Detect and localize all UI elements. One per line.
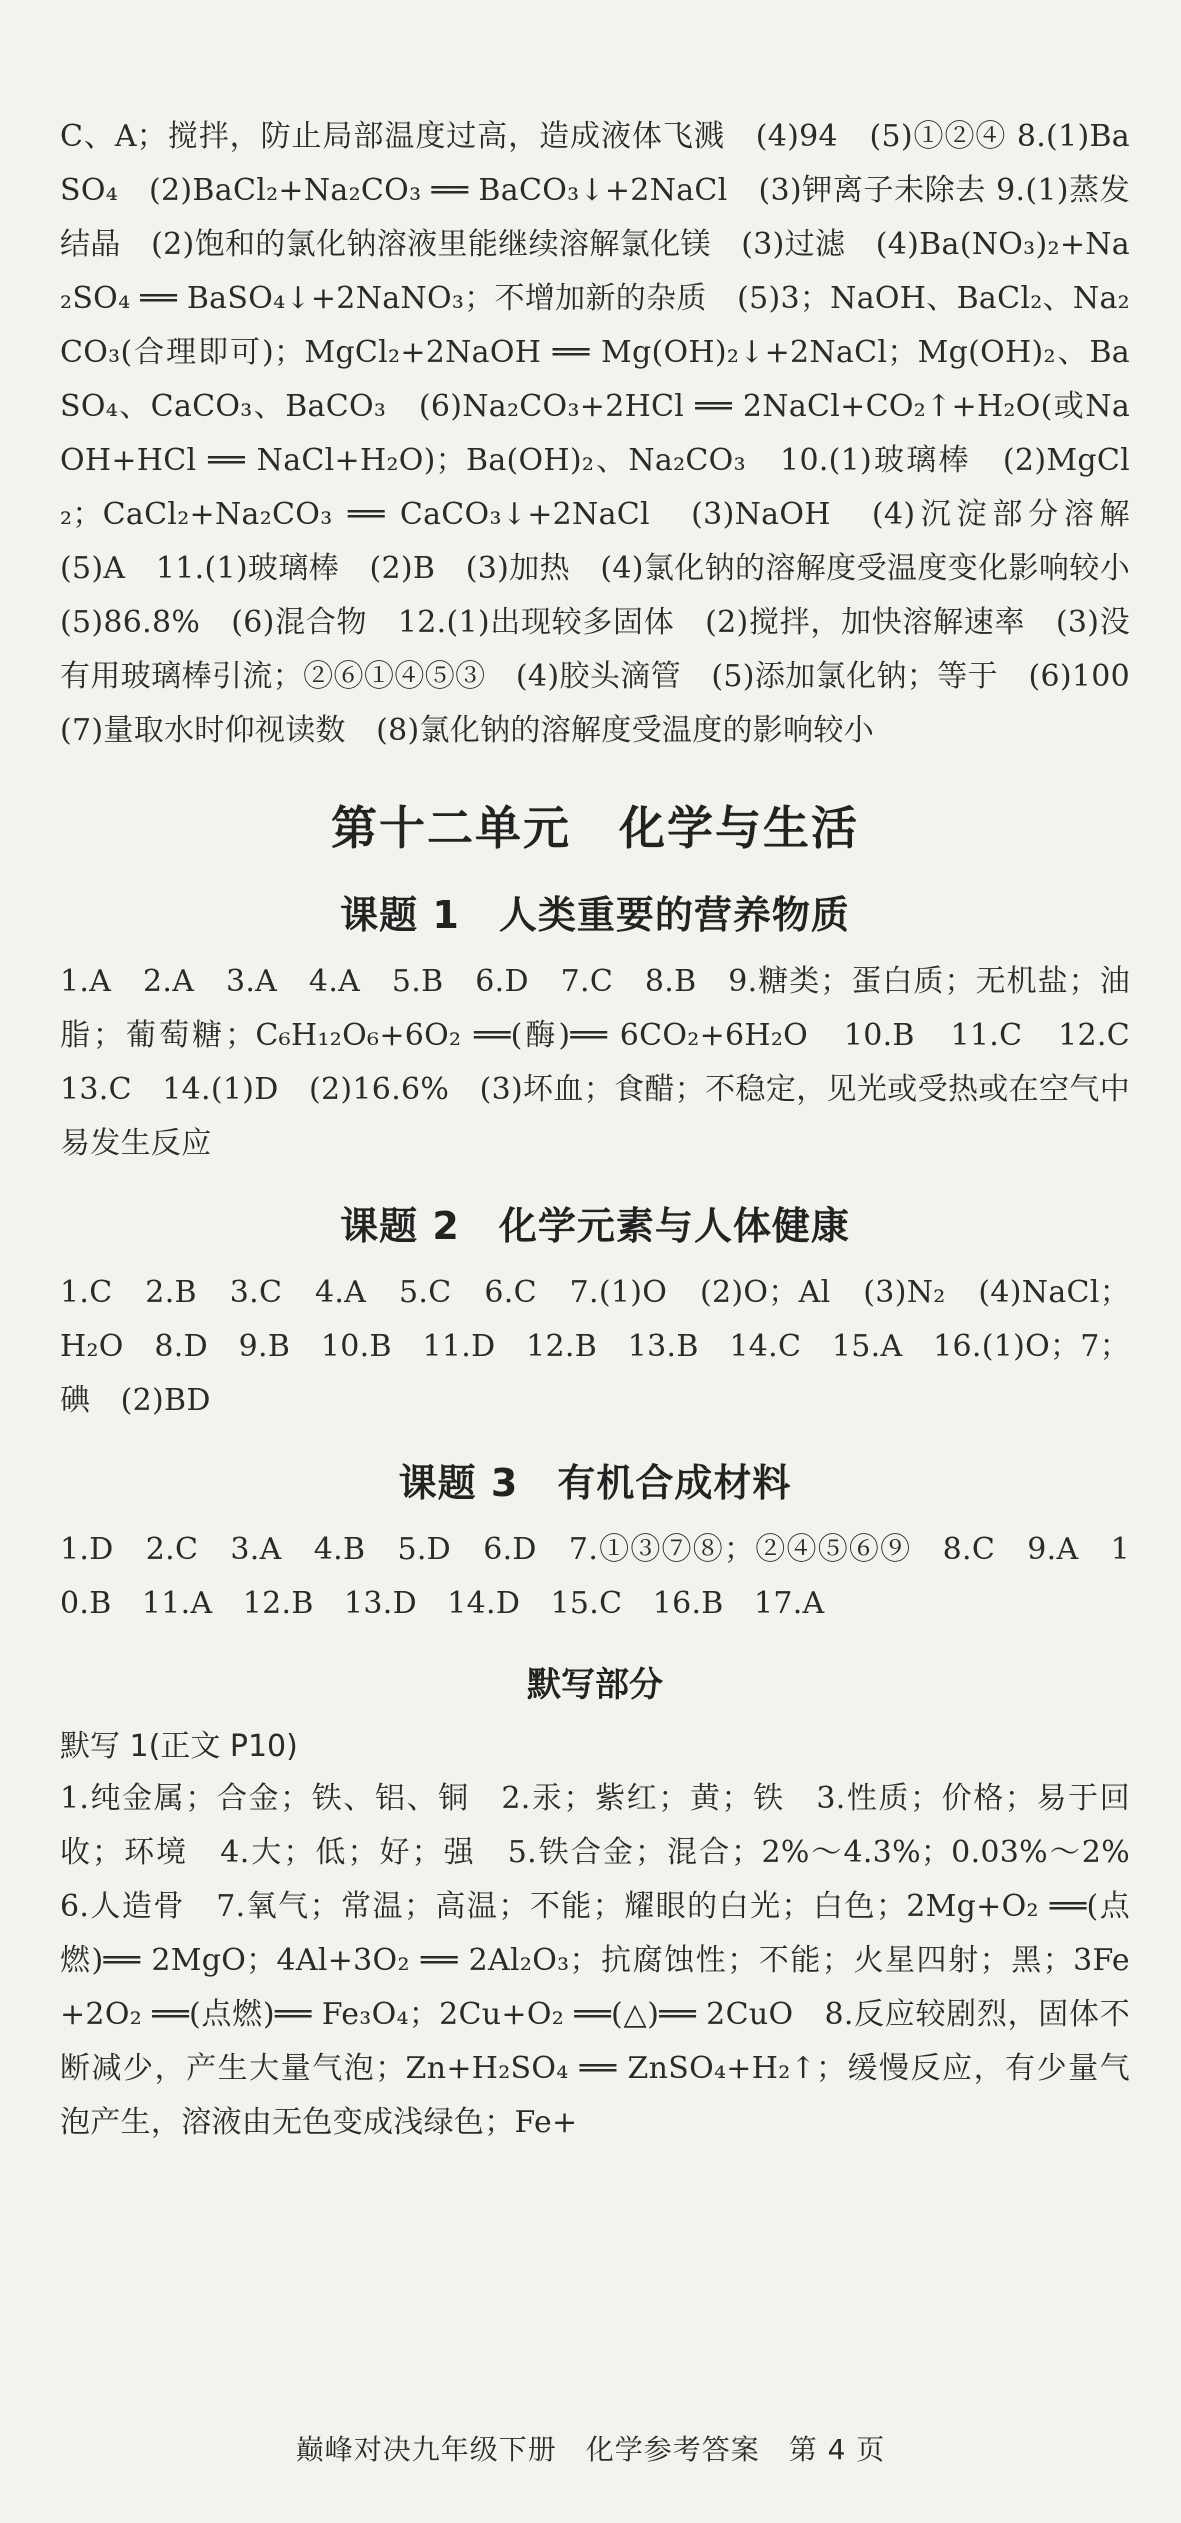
lesson3-answers: 1.D 2.C 3.A 4.B 5.D 6.D 7.①③⑦⑧；②④⑤⑥⑨ 8.C 9.A 10.B 11.A 12.B 13.D 14.D 15.C 16.B 17.A [60, 1532, 1130, 1621]
lesson2-title: 课题 2 化学元素与人体健康 [340, 1204, 850, 1248]
answer-block-units-continued: C、A；搅拌，防止局部温度过高，造成液体飞溅 (4)94 (5)①②④ 8.(1)BaSO₄ (2)BaCl₂+Na₂CO₃ ══ BaCO₃↓+2NaCl (3)钾离子未除去 9.(1)蒸发结晶 (2)饱和的氯化钠溶液里能继续溶解氯化镁 (3)过滤 (4)Ba(NO₃)₂+Na₂SO₄ ══ BaSO₄↓+2NaNO₃；不增加新的杂质 (5)3；NaOH、BaCl₂、Na₂CO₃(合理即可)；MgCl₂+2NaOH ══ Mg(OH)₂↓+2NaCl；Mg(OH)₂、BaSO₄、CaCO₃、BaCO₃ (6)Na₂CO₃+2HCl ══ 2NaCl+CO₂↑+H₂O(或NaOH+HCl ══ NaCl+H₂O)；Ba(OH)₂、Na₂CO₃ 10.(1)玻璃棒 (2)MgCl₂；CaCl₂+Na₂CO₃ ══ CaCO₃↓+2NaCl (3)NaOH (4)沉淀部分溶解 (5)A 11.(1)玻璃棒 (2)B (3)加热 (4)氯化钠的溶解度受温度变化影响较小 (5)86.8% (6)混合物 12.(1)出现较多固体 (2)搅拌，加快溶解速率 (3)没有用玻璃棒引流；②⑥①④⑤③ (4)胶头滴管 (5)添加氯化钠；等于 (6)100 (7)量取水时仰视读数 (8)氯化钠的溶解度受温度的影响较小 [60, 119, 1161, 748]
lesson1-answers: 1.A 2.A 3.A 4.A 5.B 6.D 7.C 8.B 9.糖类；蛋白质；无机盐；油脂；葡萄糖；C₆H₁₂O₆+6O₂ ══(酶)══ 6CO₂+6H₂O 10.B 11.C 12.C 13.C 14.(1)D (2)16.6% (3)坏血；食醋；不稳定，见光或受热或在空气中易发生反应 [60, 964, 1161, 1161]
dictation-label: 默写 1(正文 P10) [60, 1729, 298, 1764]
dictation-title: 默写部分 [527, 1665, 663, 1705]
lesson2-answers: 1.C 2.B 3.C 4.A 5.C 6.C 7.(1)O (2)O；Al (3)N₂ (4)NaCl；H₂O 8.D 9.B 10.B 11.D 12.B 13.B 14.C 15.A 16.(1)O；7；碘 (2)BD [60, 1275, 1130, 1418]
unit-title: 第十二单元 化学与生活 [331, 801, 859, 855]
dictation-answers: 1.纯金属；合金；铁、铝、铜 2.汞；紫红；黄；铁 3.性质；价格；易于回收；环境 4.大；低；好；强 5.铁合金；混合；2%～4.3%；0.03%～2% 6.人造骨 7.氧气；常温；高温；不能；耀眼的白光；白色；2Mg+O₂ ══(点燃)══ 2MgO；4Al+3O₂ ══ 2Al₂O₃；抗腐蚀性；不能；火星四射；黑；3Fe+2O₂ ══(点燃)══ Fe₃O₄；2Cu+O₂ ══(△)══ 2CuO 8.反应较剧烈，固体不断减少，产生大量气泡；Zn+H₂SO₄ ══ ZnSO₄+H₂↑；缓慢反应，有少量气泡产生，溶液由无色变成浅绿色；Fe+ [60, 1781, 1161, 2140]
answer-content [60, 110, 1161, 2150]
page-footer: 巅峰对决九年级下册 化学参考答案 第 4 页 [295, 2433, 886, 2466]
lesson3-title: 课题 3 有机合成材料 [398, 1461, 792, 1505]
lesson1-title: 课题 1 人类重要的营养物质 [340, 893, 850, 937]
